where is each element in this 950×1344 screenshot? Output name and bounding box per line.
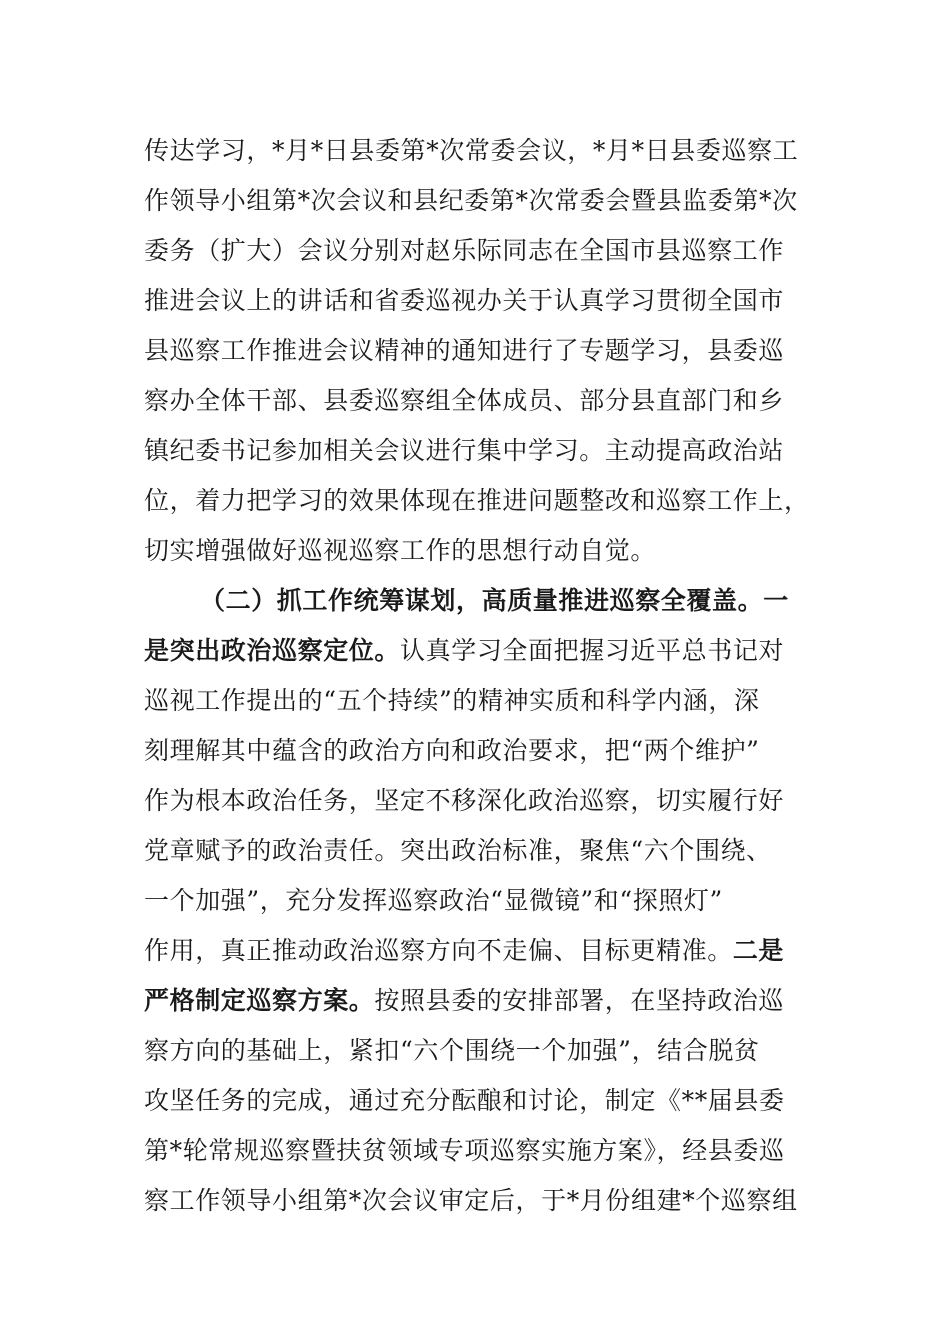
paragraph-2-line-2 — [144, 626, 804, 676]
paragraph-1-line-9: 切实增强做好巡视巡察工作的思想行动自觉。 — [144, 536, 657, 565]
paragraph-2-line-8 — [144, 926, 804, 976]
paragraph-2-line-6: 党章赋予的政治责任。突出政治标准，聚焦“六个围绕、 — [144, 836, 772, 865]
paragraph-1-line-6: 察办全体干部、县委巡察组全体成员、部分县直部门和乡 — [144, 386, 785, 415]
paragraph-1-line-8: 位，着力把学习的效果体现在推进问题整改和巡察工作上， — [144, 486, 810, 515]
paragraph-2-line-13: 察工作领导小组第*次会议审定后，于*月份组建*个巡察组 — [144, 1186, 798, 1215]
paragraph-2-line-10: 察方向的基础上，紧扣“六个围绕一个加强”，结合脱贫 — [144, 1036, 760, 1065]
paragraph-2-line-12: 第*轮常规巡察暨扶贫领域专项巡察实施方案》，经县委巡 — [144, 1136, 785, 1165]
paragraph-2-line-9-text: 按照县委的安排部署，在坚持政治巡 — [374, 986, 785, 1015]
paragraph-2-line-7: 一个加强”，充分发挥巡察政治“显微镜”和“探照灯” — [144, 886, 723, 915]
paragraph-2-line-8-text: 作用，真正推动政治巡察方向不走偏、目标更精准。 — [144, 936, 733, 965]
paragraph-2-line-4: 刻理解其中蕴含的政治方向和政治要求，把“两个维护” — [144, 736, 760, 765]
point-one-title: 是突出政治巡察定位。 — [144, 636, 401, 665]
paragraph-1-line-5: 县巡察工作推进会议精神的通知进行了专题学习，县委巡 — [144, 336, 785, 365]
paragraph-2-line-5: 作为根本政治任务，坚定不移深化政治巡察，切实履行好 — [144, 786, 785, 815]
paragraph-2-heading: （二）抓工作统筹谋划，高质量推进巡察全覆盖。一 — [200, 586, 789, 615]
paragraph-2-line-3: 巡视工作提出的“五个持续”的精神实质和科学内涵，深 — [144, 686, 760, 715]
point-two-title: 严格制定巡察方案。 — [144, 986, 375, 1015]
paragraph-1-line-4: 推进会议上的讲话和省委巡视办关于认真学习贯彻全国市 — [144, 286, 785, 315]
paragraph-1-line-7: 镇纪委书记参加相关会议进行集中学习。主动提高政治站 — [144, 436, 785, 465]
point-two-label: 二是 — [732, 936, 785, 965]
paragraph-1-line-2: 作领导小组第*次会议和县纪委第*次常委会暨县监委第*次 — [144, 186, 798, 215]
paragraph-2-line-11: 攻坚任务的完成，通过充分酝酿和讨论，制定《**届县委 — [144, 1086, 785, 1115]
paragraph-2-line-9 — [144, 976, 804, 1026]
paragraph-2-line-2-text: 认真学习全面把握习近平总书记对 — [400, 636, 785, 665]
paragraph-1-line-3: 委务（扩大）会议分别对赵乐际同志在全国市县巡察工作 — [144, 236, 785, 265]
paragraph-1-line-1: 传达学习，*月*日县委第*次常委会议，*月*日县委巡察工 — [144, 136, 799, 165]
